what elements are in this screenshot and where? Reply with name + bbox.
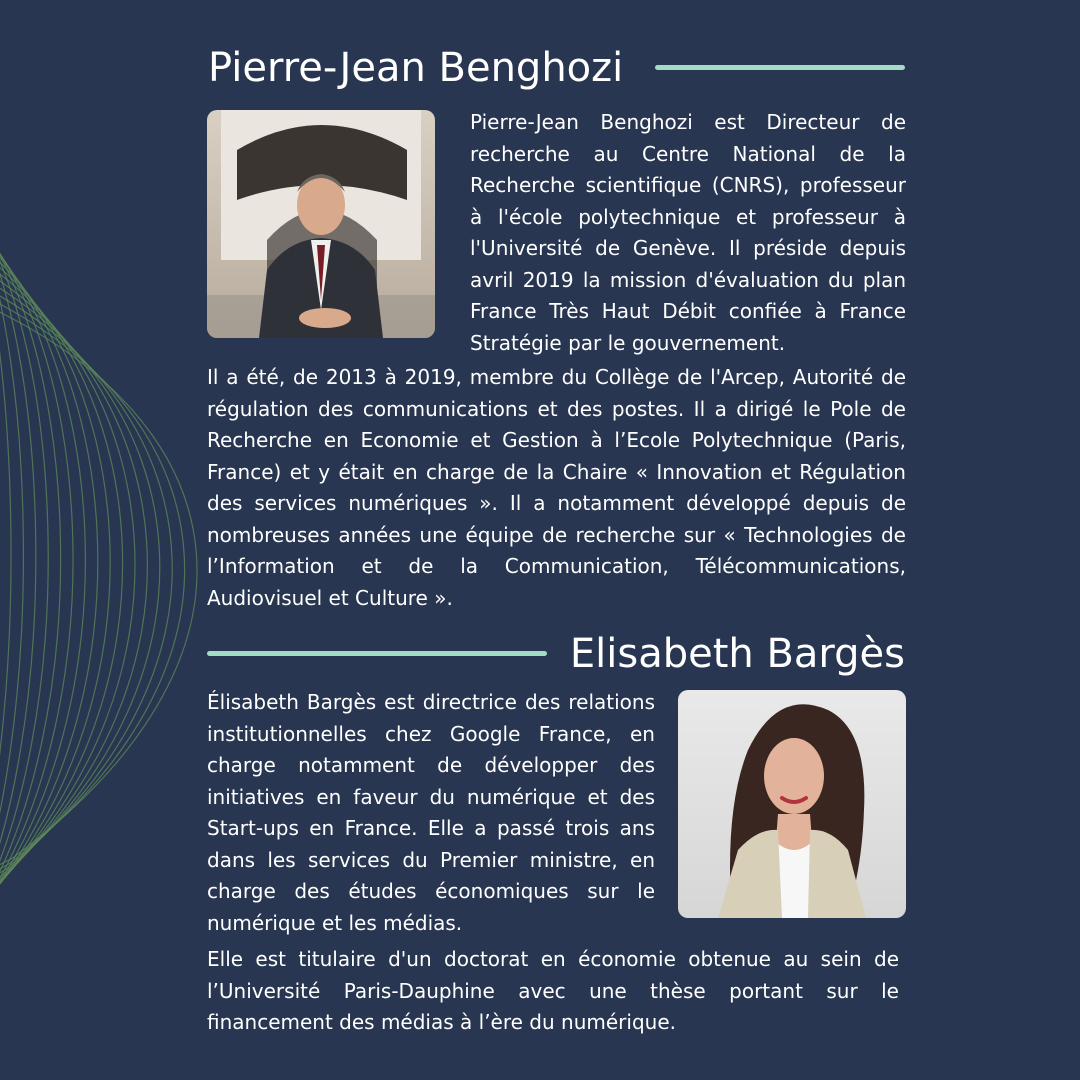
person2-photo [678, 690, 906, 918]
person1-bio-intro: Pierre-Jean Benghozi est Directeur de recherche au Centre National de la Recherche scientifique (CNRS), professeur à l'école polytechnique et professeur à l'Université de Genève. Il préside depuis avril 2019 la mission d'évaluation du plan France Très Haut Débit confiée à France Stratégie par le gouvernement. [470, 110, 906, 355]
person2-bio-intro: Élisabeth Bargès est directrice des relations institutionnelles chez Google France, en charge notamment de développer des initiatives en faveur du numérique et des Start-ups en France. Elle a passé trois ans dans les services du Premier ministre, en charge des études économiques sur le numérique et les médias. [207, 690, 655, 935]
person2-title-rule [207, 651, 547, 656]
contour-line [0, 300, 197, 894]
person1-photo [207, 110, 435, 338]
person2-name: Elisabeth Bargès [569, 631, 905, 677]
contour-line [0, 260, 147, 918]
person2-bio-continued: Elle est titulaire d'un doctorat en économie obtenue au sein de l’Université Paris-Dauphine avec une thèse portant sur le financement des médias à l’ère du numérique. [207, 947, 899, 1034]
contour-line [0, 250, 135, 924]
contour-line [0, 270, 160, 912]
portrait-man-icon [207, 110, 435, 338]
person1-bio-continued: Il a été, de 2013 à 2019, membre du Collège de l'Arcep, Autorité de régulation des communications et des postes. Il a dirigé le Pole de Recherche en Economie et Gestion à l’Ecole Polytechnique (Paris, France) et y était en charge de la Chaire « Innovation et Régulation des services numériques ». Il a notamment développé depuis de nombreuses années une équipe de recherche sur « Technologies de l’Information et de la Communication, Télécommunications, Audiovisuel et Culture ». [207, 365, 906, 610]
contour-line [0, 290, 185, 900]
person1-title-rule [655, 65, 905, 70]
portrait-woman-icon [678, 690, 906, 918]
person1-name: Pierre-Jean Benghozi [208, 45, 624, 91]
